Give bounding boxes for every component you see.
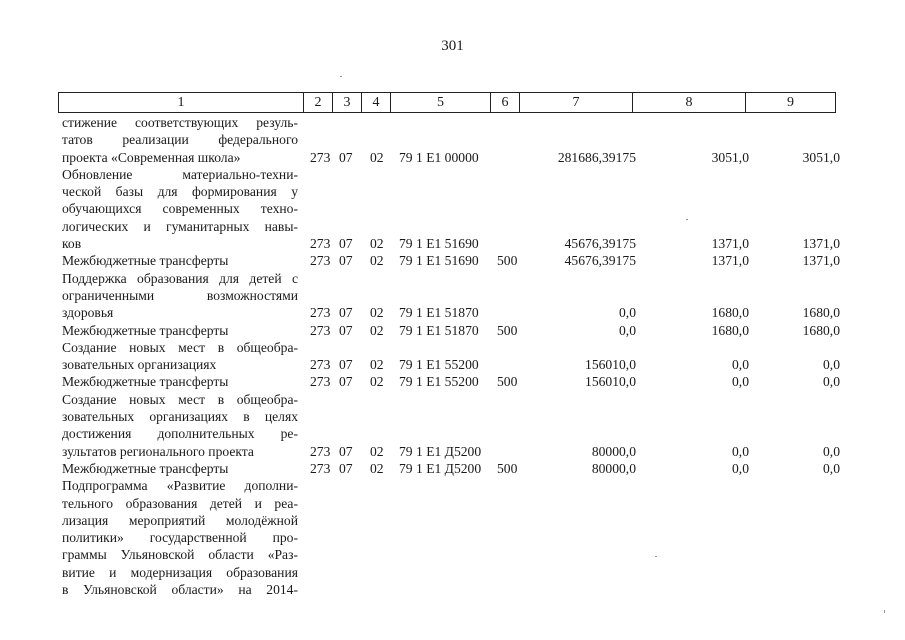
description-line: Межбюджетные трансферты	[62, 460, 229, 476]
ministry-code: 273	[310, 357, 331, 373]
header-col-6: 6	[491, 93, 520, 112]
section-code: 07	[339, 374, 353, 390]
amount-col-7: 0,0	[619, 322, 636, 338]
description-line: Подпрограмма «Развитие дополни-	[62, 478, 298, 494]
amount-col-8: 1680,0	[711, 305, 749, 321]
table-row	[0, 477, 905, 598]
amount-col-7: 45676,39175	[564, 236, 636, 252]
scan-speck	[340, 76, 342, 77]
subsection-code: 02	[370, 460, 384, 476]
description-line: обучающихся современных техно-	[62, 201, 298, 217]
row-description	[62, 391, 298, 460]
ministry-code: 273	[310, 253, 331, 269]
amount-col-9: 1680,0	[802, 305, 840, 321]
description-line: зовательных организациях в целях	[62, 409, 298, 425]
amount-col-8: 1371,0	[711, 236, 749, 252]
page-number: 301	[441, 38, 464, 54]
description-line: здоровья	[62, 305, 114, 321]
description-line: ограниченными возможностями	[62, 287, 298, 303]
table-row	[0, 270, 905, 322]
subsection-code: 02	[370, 305, 384, 321]
target-article-code: 79 1 E1 Д5200	[399, 443, 482, 459]
amount-col-9: 3051,0	[802, 149, 840, 165]
ministry-code: 273	[310, 322, 331, 338]
amount-col-9: 0,0	[823, 357, 840, 373]
description-line: лизация мероприятий молодёжной	[62, 512, 298, 528]
section-code: 07	[339, 236, 353, 252]
target-article-code: 79 1 E1 51870	[399, 305, 479, 321]
row-description	[62, 322, 298, 339]
header-col-3: 3	[333, 93, 362, 112]
scan-speck	[686, 219, 688, 220]
description-line: татов реализации федерального	[62, 132, 298, 148]
header-col-2: 2	[304, 93, 333, 112]
description-line: Создание новых мест в общеобра-	[62, 339, 298, 355]
section-code: 07	[339, 357, 353, 373]
subsection-code: 02	[370, 357, 384, 373]
header-col-9: 9	[787, 95, 794, 110]
amount-col-7: 156010,0	[585, 357, 636, 373]
section-code: 07	[339, 149, 353, 165]
expense-type-code: 500	[497, 253, 518, 269]
amount-col-9: 1371,0	[802, 236, 840, 252]
scan-speck	[655, 556, 657, 557]
section-code: 07	[339, 253, 353, 269]
ministry-code: 273	[310, 460, 331, 476]
header-col-4: 4	[362, 93, 391, 112]
description-line: граммы Ульяновской области «Раз-	[62, 547, 298, 563]
table-row	[0, 391, 905, 460]
amount-col-8: 0,0	[732, 460, 749, 476]
amount-col-9: 0,0	[823, 460, 840, 476]
amount-col-8: 1371,0	[711, 253, 749, 269]
description-line: Межбюджетные трансферты	[62, 322, 229, 338]
description-line: ков	[62, 236, 82, 252]
target-article-code: 79 1 E1 51690	[399, 253, 479, 269]
table-header	[58, 92, 836, 113]
ministry-code: 273	[310, 443, 331, 459]
amount-col-7: 281686,39175	[557, 149, 636, 165]
section-code: 07	[339, 322, 353, 338]
table-row	[0, 339, 905, 374]
amount-col-8: 0,0	[732, 374, 749, 390]
amount-col-9: 1371,0	[802, 253, 840, 269]
amount-col-7: 80000,0	[591, 443, 636, 459]
table-row	[0, 460, 905, 477]
expense-type-code: 500	[497, 374, 518, 390]
amount-col-9: 0,0	[823, 443, 840, 459]
amount-col-7: 0,0	[619, 305, 636, 321]
description-line: политики» государственной про-	[62, 530, 298, 546]
row-description	[62, 114, 298, 166]
section-code: 07	[339, 443, 353, 459]
amount-col-8: 3051,0	[711, 149, 749, 165]
expense-type-code: 500	[497, 460, 518, 476]
table-row	[0, 322, 905, 339]
amount-col-9: 1680,0	[802, 322, 840, 338]
section-code: 07	[339, 460, 353, 476]
description-line: Межбюджетные трансферты	[62, 374, 229, 390]
scan-speck	[884, 610, 885, 613]
description-line: тельного образования детей и реа-	[62, 495, 298, 511]
ministry-code: 273	[310, 149, 331, 165]
amount-col-8: 0,0	[732, 357, 749, 373]
target-article-code: 79 1 E1 55200	[399, 374, 479, 390]
row-description	[62, 460, 298, 477]
description-line: Обновление материально-техни-	[62, 166, 298, 182]
row-description	[62, 270, 298, 322]
target-article-code: 79 1 E1 Д5200	[399, 460, 482, 476]
amount-col-8: 1680,0	[711, 322, 749, 338]
header-col-5: 5	[391, 93, 491, 112]
row-description	[62, 339, 298, 374]
description-line: Межбюджетные трансферты	[62, 253, 229, 269]
amount-col-9: 0,0	[823, 374, 840, 390]
subsection-code: 02	[370, 253, 384, 269]
description-line: зультатов регионального проекта	[62, 443, 254, 459]
header-col-7: 7	[520, 93, 633, 112]
header-col-1: 1	[59, 93, 304, 112]
amount-col-7: 156010,0	[585, 374, 636, 390]
table-row	[0, 166, 905, 253]
section-code: 07	[339, 305, 353, 321]
description-line: витие и модернизация образования	[62, 564, 298, 580]
table-row	[0, 252, 905, 269]
row-description	[62, 252, 298, 269]
row-description	[62, 477, 298, 598]
amount-col-8: 0,0	[732, 443, 749, 459]
expense-type-code: 500	[497, 322, 518, 338]
table-row	[0, 114, 905, 166]
description-line: в Ульяновской области» на 2014-	[62, 582, 298, 598]
description-line: зовательных организациях	[62, 357, 217, 373]
subsection-code: 02	[370, 149, 384, 165]
table-row	[0, 373, 905, 390]
description-line: Поддержка образования для детей с	[62, 270, 298, 286]
amount-col-7: 45676,39175	[564, 253, 636, 269]
description-line: проекта «Современная школа»	[62, 149, 241, 165]
description-line: логических и гуманитарных навы-	[62, 218, 298, 234]
subsection-code: 02	[370, 322, 384, 338]
target-article-code: 79 1 E1 51870	[399, 322, 479, 338]
target-article-code: 79 1 E1 51690	[399, 236, 479, 252]
row-description	[62, 373, 298, 390]
description-line: Создание новых мест в общеобра-	[62, 391, 298, 407]
description-line: ческой базы для формирования у	[62, 184, 298, 200]
subsection-code: 02	[370, 236, 384, 252]
target-article-code: 79 1 E1 55200	[399, 357, 479, 373]
header-col-8: 8	[633, 93, 746, 112]
subsection-code: 02	[370, 443, 384, 459]
description-line: стижение соответствующих резуль-	[62, 115, 298, 130]
ministry-code: 273	[310, 236, 331, 252]
ministry-code: 273	[310, 305, 331, 321]
ministry-code: 273	[310, 374, 331, 390]
amount-col-7: 80000,0	[591, 460, 636, 476]
subsection-code: 02	[370, 374, 384, 390]
table-body	[0, 114, 905, 598]
row-description	[62, 166, 298, 252]
description-line: достижения дополнительных ре-	[62, 426, 298, 442]
target-article-code: 79 1 E1 00000	[399, 149, 479, 165]
